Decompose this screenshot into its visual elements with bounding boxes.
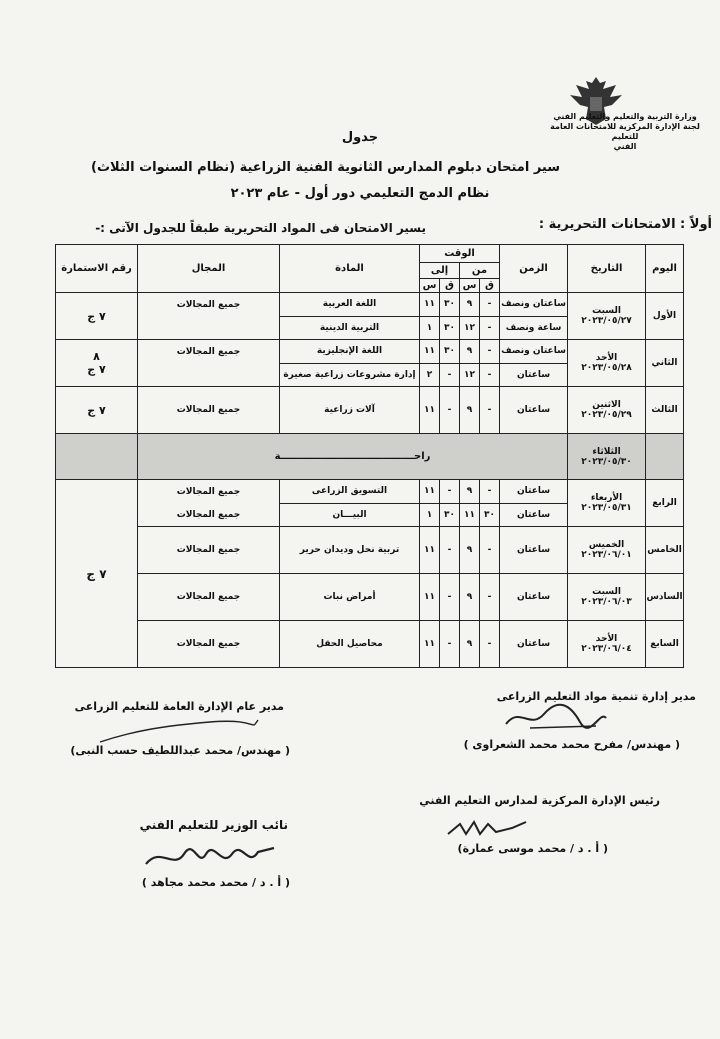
cell-to-q-line: - (447, 405, 452, 415)
cell-day: الخامس (646, 527, 684, 574)
cell-from-s-line: ٩ (466, 545, 473, 555)
cell-to-s-stack (420, 293, 439, 339)
signature-name-left-2: ( أ . د / محمد محمد مجاهد ) (141, 876, 290, 889)
cell-to-s (420, 387, 440, 434)
cell-from-q-stack (480, 621, 499, 667)
cell-from-q-stack (480, 387, 499, 433)
cell-from-q-stack (480, 340, 499, 386)
cell-field (138, 293, 280, 340)
cell-to-s-line: ١١ (424, 405, 436, 415)
cell-duration-line: ساعتان (516, 545, 551, 555)
cell-rest: راحـــــــــــــــــــــــــــــــــــــــة (138, 434, 568, 480)
header-to: إلى (420, 263, 460, 279)
cell-field (138, 527, 280, 574)
cell-from-s-stack (460, 387, 479, 433)
cell-field-stack (138, 574, 279, 620)
cell-duration-stack (500, 340, 567, 386)
cell-subject-stack (280, 621, 419, 667)
cell-duration-line: ساعتان ونصف (501, 346, 566, 357)
signature-title-right-1: مدير إدارة تنمية مواد التعليم الزراعى (496, 690, 696, 703)
cell-subject-line: أمراض نبات (323, 592, 376, 602)
cell-to-s (420, 527, 440, 574)
cell-form-group: ٧ ج (56, 480, 138, 668)
header-from-q: ق (480, 279, 500, 293)
cell-weekday: الخميس (588, 540, 625, 550)
cell-field-line: جميع المجالات (176, 639, 241, 649)
cell-from-s-stack (460, 574, 479, 620)
table-row (56, 621, 684, 668)
cell-to-q (440, 621, 460, 668)
header-from: من (460, 263, 500, 279)
cell-field-stack (138, 387, 279, 433)
document-subtitle: سير امتحان دبلوم المدارس الثانوية الفنية الزراعية (نظام السنوات الثلاث) (91, 160, 560, 175)
cell-duration-line: ساعتان (500, 503, 567, 527)
cell-from-q-stack (480, 527, 499, 573)
cell-from-q-line: - (487, 592, 492, 602)
cell-from-q-line: - (487, 346, 492, 357)
cell-duration-line: ساعتان (516, 405, 551, 415)
cell-day: الثالث (646, 387, 684, 434)
cell-day: الأول (646, 293, 684, 340)
header-to-q: ق (440, 279, 460, 293)
exam-schedule-table (55, 244, 684, 668)
cell-duration-stack (500, 293, 567, 339)
cell-day: الرابع (646, 480, 684, 527)
cell-from-s-line: ٩ (466, 346, 473, 357)
signature-title-left-2: نائب الوزير للتعليم الفني (139, 818, 288, 832)
cell-duration-line: ساعتان (516, 639, 551, 649)
cell-to-s-stack (420, 574, 439, 620)
header-to-s: س (420, 279, 440, 293)
cell-to-s-stack (420, 621, 439, 667)
cell-to-s-line: ١١ (424, 299, 436, 310)
cell-to-s (420, 480, 440, 527)
cell-subject-stack (280, 293, 419, 339)
cell-field-stack (138, 293, 279, 339)
cell-form-line: ٧ ج (87, 363, 106, 376)
cell-field-line: جميع المجالات (176, 405, 241, 415)
cell-from-s (460, 480, 480, 527)
cell-to-q (440, 387, 460, 434)
cell-date-value: ٢٠٢٣/٠٥/٣٠ (581, 456, 632, 467)
cell-duration (500, 293, 568, 340)
cell-duration (500, 574, 568, 621)
signature-title-right-2: رئيس الإدارة المركزية لمدارس التعليم الفني (419, 794, 660, 807)
table-row (56, 480, 684, 527)
cell-duration (500, 527, 568, 574)
cell-to-s (420, 621, 440, 668)
table-row (56, 340, 684, 387)
signature-name-right-1: ( مهندس/ مفرح محمد محمد الشعراوى ) (463, 738, 680, 751)
cell-to-s (420, 293, 440, 340)
cell-from-q (480, 480, 500, 527)
ministry-header (542, 112, 708, 152)
cell-subject-line: آلات زراعية (324, 405, 375, 415)
cell-duration (500, 480, 568, 527)
cell-field (138, 621, 280, 668)
cell-field (138, 480, 280, 527)
cell-subject (280, 574, 420, 621)
cell-from-q (480, 293, 500, 340)
cell-to-q-stack (440, 527, 459, 573)
cell-field-line: جميع المجالات (176, 509, 241, 520)
header-duration: الزمن (500, 245, 568, 293)
cell-duration (500, 621, 568, 668)
cell-from-q-line: - (487, 299, 492, 310)
cell-form-line: ٧ ج (87, 309, 106, 323)
cell-date-value: ٢٠٢٣/٠٥/٢٩ (581, 410, 632, 420)
cell-to-s-line: ١ (420, 316, 439, 340)
cell-subject-line: البيـــان (280, 503, 419, 527)
cell-to-q-stack (440, 293, 459, 339)
cell-day: الثاني (646, 340, 684, 387)
header-date: التاريخ (568, 245, 646, 293)
header-time: الوقت (420, 245, 500, 263)
cell-field (138, 340, 280, 387)
cell-from-q (480, 621, 500, 668)
cell-date-value: ٢٠٢٣/٠٥/٣١ (581, 503, 632, 513)
cell-to-q-line: - (447, 545, 452, 555)
cell-to-q-stack (440, 480, 459, 526)
cell-subject-line: اللغة العربية (322, 299, 377, 310)
handwritten-signature-right-2-icon (440, 812, 530, 842)
cell-from-s-stack (460, 340, 479, 386)
cell-to-q (440, 480, 460, 527)
cell-to-q-line: - (447, 639, 452, 649)
cell-to-q-line: ٣٠ (444, 299, 456, 310)
cell-day (646, 434, 684, 480)
cell-from-s-stack (460, 293, 479, 339)
cell-from-s-line: ١١ (460, 503, 479, 527)
cell-date (568, 621, 646, 668)
cell-duration-stack (500, 574, 567, 620)
cell-form (56, 293, 138, 340)
cell-duration-stack (500, 527, 567, 573)
cell-date-value: ٢٠٢٣/٠٦/٠١ (581, 550, 632, 560)
table-row (56, 293, 684, 340)
cell-field-line: جميع المجالات (176, 486, 241, 497)
cell-from-q-line: - (487, 639, 492, 649)
header-from-s: س (460, 279, 480, 293)
cell-weekday: السبت (592, 587, 621, 597)
table-row (56, 527, 684, 574)
cell-weekday: الاثنين (592, 400, 621, 410)
cell-field-stack (138, 480, 279, 526)
cell-form-line: ٨ (93, 350, 100, 363)
cell-subject-stack (280, 480, 419, 526)
cell-date-value: ٢٠٢٣/٠٦/٠٣ (581, 597, 632, 607)
cell-subject (280, 527, 420, 574)
cell-duration-line: ساعتان ونصف (501, 299, 566, 310)
handwritten-signature-right-1-icon (500, 700, 610, 736)
cell-date (568, 527, 646, 574)
cell-to-q-line: - (447, 592, 452, 602)
cell-date-value: ٢٠٢٣/٠٥/٢٧ (581, 316, 632, 326)
cell-from-q-line: - (487, 545, 492, 555)
cell-from-s-line: ٩ (466, 639, 473, 649)
cell-to-q (440, 293, 460, 340)
header-form-number: رقم الاستمارة (56, 245, 138, 293)
cell-date (568, 387, 646, 434)
header-field: المجال (138, 245, 280, 293)
cell-subject-line: اللغة الإنجليزية (316, 346, 383, 357)
cell-weekday: الثلاثاء (592, 446, 621, 457)
cell-from-q-line: - (487, 486, 492, 497)
cell-field (138, 387, 280, 434)
cell-subject-stack (280, 574, 419, 620)
cell-from-q-line: ٣٠ (480, 503, 499, 527)
cell-from-s-line: ٩ (466, 486, 473, 497)
cell-duration (500, 387, 568, 434)
table-row (56, 574, 684, 621)
cell-to-s-line: ١١ (424, 486, 436, 497)
header-day: اليوم (646, 245, 684, 293)
section-heading: أولاً : الامتحانات التحريرية : (538, 217, 712, 232)
table-row (56, 434, 684, 480)
cell-form-line: ٧ ج (87, 403, 106, 417)
cell-subject-line: إدارة مشروعات زراعية صغيرة (280, 363, 419, 387)
cell-date (568, 340, 646, 387)
cell-date (568, 434, 646, 480)
cell-date (568, 293, 646, 340)
section-intro: يسير الامتحان فى المواد التحريرية طبقاً للجدول الآتى :- (95, 221, 426, 235)
cell-to-s (420, 574, 440, 621)
cell-form (56, 340, 138, 387)
cell-field-line (138, 363, 279, 386)
cell-to-q (440, 574, 460, 621)
cell-to-s-stack (420, 340, 439, 386)
table-row (56, 387, 684, 434)
cell-subject (280, 621, 420, 668)
cell-from-s (460, 293, 480, 340)
cell-from-s-stack (460, 527, 479, 573)
cell-weekday: الأحد (595, 353, 618, 363)
cell-to-q-line: ٣٠ (440, 503, 459, 527)
cell-to-q-stack (440, 621, 459, 667)
cell-to-q (440, 527, 460, 574)
document-title: جدول (341, 130, 379, 145)
cell-date (568, 480, 646, 527)
cell-from-s (460, 527, 480, 574)
cell-to-s-line: ١١ (424, 592, 436, 602)
ministry-line-3: الفني (613, 142, 637, 151)
cell-from-q-stack (480, 574, 499, 620)
cell-to-q-line: ٣٠ (444, 346, 456, 357)
cell-from-q (480, 387, 500, 434)
cell-to-s-line: ٢ (420, 363, 439, 387)
cell-form (56, 387, 138, 434)
cell-duration-stack (500, 480, 567, 526)
cell-to-s-stack (420, 480, 439, 526)
cell-to-s-stack (420, 387, 439, 433)
cell-weekday: الأربعاء (590, 493, 623, 503)
cell-to-q-line: - (447, 486, 452, 497)
cell-to-s (420, 340, 440, 387)
cell-day: السادس (646, 574, 684, 621)
cell-date (568, 574, 646, 621)
cell-from-s-stack (460, 480, 479, 526)
cell-from-q-stack (480, 480, 499, 526)
cell-date-value: ٢٠٢٣/٠٥/٢٨ (581, 363, 632, 373)
cell-from-s-stack (460, 621, 479, 667)
cell-duration-line: ساعتان (516, 486, 551, 497)
cell-field-stack (138, 621, 279, 667)
cell-to-s-stack (420, 527, 439, 573)
cell-subject (280, 387, 420, 434)
signature-name-right-2: ( أ . د / محمد موسى عمارة) (457, 842, 608, 855)
cell-duration-stack (500, 387, 567, 433)
signature-name-left-1: ( مهندس/ محمد عبداللطيف حسب النبى) (70, 744, 290, 757)
cell-subject-line: التربية الدينية (280, 316, 419, 340)
cell-subject (280, 480, 420, 527)
cell-subject-stack (280, 387, 419, 433)
cell-weekday: الأحد (595, 634, 618, 644)
cell-from-q-line: - (480, 363, 499, 387)
cell-form (56, 434, 138, 480)
cell-from-s-line: ١٢ (460, 316, 479, 340)
cell-to-q-stack (440, 340, 459, 386)
header-subject: المادة (280, 245, 420, 293)
document-subtitle-2: نظام الدمج التعليمي دور أول - عام ٢٠٢٣ (230, 186, 490, 201)
cell-field-line (138, 316, 279, 339)
cell-from-s-line: ٩ (466, 592, 473, 602)
cell-from-q-line: - (480, 316, 499, 340)
cell-from-q-stack (480, 293, 499, 339)
cell-from-s-line: ٩ (466, 299, 473, 310)
cell-to-s-line: ١ (420, 503, 439, 527)
cell-field (138, 574, 280, 621)
cell-field-line: جميع المجالات (176, 592, 241, 602)
cell-to-q-stack (440, 387, 459, 433)
cell-date-value: ٢٠٢٣/٠٦/٠٤ (581, 644, 632, 654)
cell-duration (500, 340, 568, 387)
cell-from-q (480, 527, 500, 574)
cell-from-q-line: - (487, 405, 492, 415)
cell-duration-line: ساعتان (516, 592, 551, 602)
cell-field-line: جميع المجالات (176, 346, 241, 357)
cell-to-q-line: ٣٠ (440, 316, 459, 340)
cell-subject-line: محاصيل الحقل (316, 639, 383, 649)
cell-duration-line: ساعتان (500, 363, 567, 387)
cell-from-s (460, 387, 480, 434)
cell-day: السابع (646, 621, 684, 668)
cell-from-s-line: ١٢ (460, 363, 479, 387)
cell-field-stack (138, 527, 279, 573)
ministry-line-1: وزارة التربية والتعليم والتعليم الفني (553, 112, 697, 121)
signature-title-left-1: مدير عام الإدارة العامة للتعليم الزراعى (74, 700, 284, 713)
cell-from-q (480, 340, 500, 387)
cell-to-s-line: ١١ (424, 346, 436, 357)
cell-field-stack (138, 340, 279, 386)
cell-subject-line: التسويق الزراعى (311, 486, 388, 497)
cell-to-s-line: ١١ (424, 639, 436, 649)
handwritten-signature-left-2-icon (140, 834, 280, 878)
cell-duration-line: ساعة ونصف (500, 316, 567, 340)
cell-from-s (460, 574, 480, 621)
cell-subject-stack (280, 340, 419, 386)
cell-from-s-line: ٩ (466, 405, 473, 415)
cell-to-s-line: ١١ (424, 545, 436, 555)
cell-to-q (440, 340, 460, 387)
cell-from-q (480, 574, 500, 621)
cell-duration-stack (500, 621, 567, 667)
cell-subject (280, 293, 420, 340)
cell-to-q-stack (440, 574, 459, 620)
cell-subject-stack (280, 527, 419, 573)
cell-field-line: جميع المجالات (176, 299, 241, 310)
cell-to-q-line: - (440, 363, 459, 387)
cell-from-s (460, 621, 480, 668)
cell-from-s (460, 340, 480, 387)
cell-subject (280, 340, 420, 387)
ministry-line-2: لجنة الإدارة المركزية للامتحانات العامة للتعليم (550, 122, 700, 141)
cell-field-line: جميع المجالات (176, 545, 241, 555)
cell-subject-line: تربية نحل وديدان حرير (299, 545, 400, 555)
cell-weekday: السبت (592, 306, 621, 316)
